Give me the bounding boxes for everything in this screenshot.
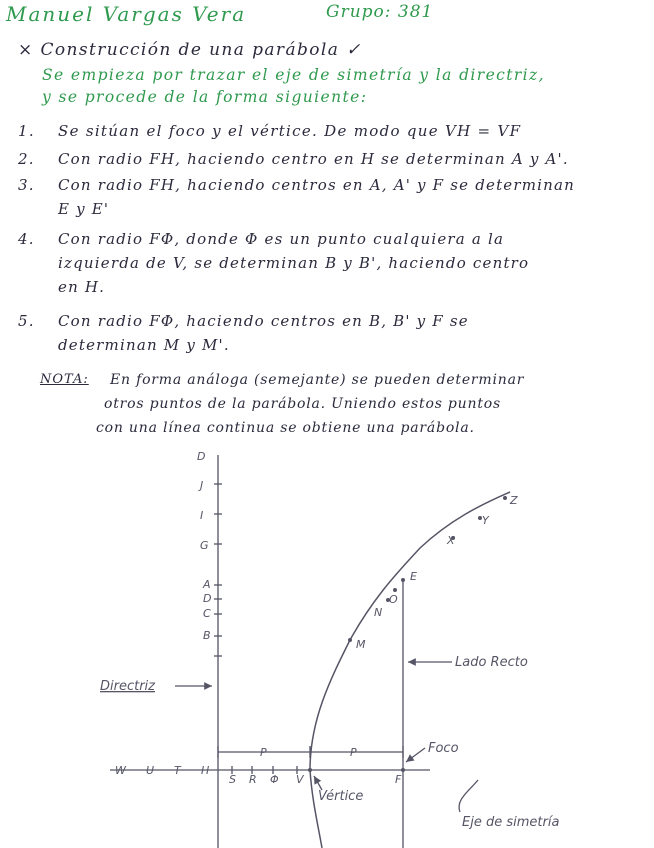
- eje-label: Eje de simetría: [462, 815, 560, 830]
- label-j: J: [200, 479, 204, 492]
- nota-line-3: con una línea continua se obtiene una parábola.: [96, 420, 475, 436]
- label-v: V: [296, 773, 304, 786]
- label-g: G: [200, 539, 209, 552]
- label-u: U: [146, 764, 155, 777]
- label-h: H: [201, 764, 210, 777]
- label-o: O: [389, 593, 398, 606]
- label-phi: Φ: [270, 773, 279, 786]
- parabola-curve-lower: [310, 770, 322, 848]
- step-number: 1.: [18, 122, 35, 140]
- step-number: 2.: [18, 150, 35, 168]
- label-b: B: [203, 629, 211, 642]
- label-e: E: [410, 570, 417, 583]
- label-n: N: [374, 606, 383, 619]
- intro-line-2: y se procede de la forma siguiente:: [42, 88, 368, 106]
- step-4-continued-1: izquierda de V, se determinan B y B', haciendo centro: [58, 254, 530, 272]
- label-s: S: [229, 773, 236, 786]
- label-i: I: [200, 509, 204, 522]
- step-text: Con radio FΦ, donde Φ es un punto cualquiera a la: [58, 230, 505, 248]
- axis-top-label: D: [197, 450, 206, 463]
- parabola-curve: [310, 492, 510, 770]
- label-c: C: [203, 607, 211, 620]
- directriz-label: Directriz: [100, 679, 155, 694]
- label-r: R: [249, 773, 257, 786]
- label-d: D: [203, 592, 212, 605]
- step-text: Con radio FH, haciendo centro en H se determinan A y A'.: [58, 150, 569, 168]
- label-y: Y: [482, 514, 489, 527]
- label-w: W: [115, 764, 126, 777]
- label-m: M: [356, 638, 366, 651]
- label-f: F: [395, 773, 402, 786]
- group-number: Grupo: 381: [326, 2, 434, 22]
- vertice-arrow: [314, 776, 322, 790]
- step-number: 4.: [18, 230, 35, 248]
- step-number: 3.: [18, 176, 35, 194]
- step-text: Con radio FH, haciendo centros en A, A' y F se determinan: [58, 176, 576, 194]
- label-x: X: [447, 534, 455, 547]
- step-5-continued: determinan M y M'.: [58, 336, 230, 354]
- foco-label: Foco: [428, 741, 459, 756]
- nota-label: NOTA:: [40, 372, 89, 387]
- foco-arrow: [406, 748, 425, 762]
- vertice-label: Vértice: [318, 789, 364, 804]
- intro-line-1: Se empieza por trazar el eje de simetría y la directriz,: [42, 66, 545, 84]
- step-number: 5.: [18, 312, 35, 330]
- label-z: Z: [510, 494, 518, 507]
- step-text: Con radio FΦ, haciendo centros en B, B' y F se: [58, 312, 469, 330]
- step-3-continued: E y E': [58, 200, 110, 218]
- nota-line-2: otros puntos de la parábola. Uniendo estos puntos: [104, 396, 501, 412]
- page-title: ⨯ Construcción de una parábola ✓: [18, 40, 362, 60]
- label-a: A: [203, 578, 211, 591]
- step-text: Se sitúan el foco y el vértice. De modo que VH = VF: [58, 122, 522, 140]
- nota-line-1: En forma análoga (semejante) se pueden determinar: [110, 372, 525, 388]
- p-label-2: P: [350, 746, 357, 759]
- student-name: Manuel Vargas Vera: [6, 2, 247, 26]
- p-label-1: P: [260, 746, 267, 759]
- step-4-continued-2: en H.: [58, 278, 106, 296]
- label-t: T: [174, 764, 181, 777]
- eje-arrow: [459, 780, 478, 812]
- lado-recto-label: Lado Recto: [455, 655, 528, 670]
